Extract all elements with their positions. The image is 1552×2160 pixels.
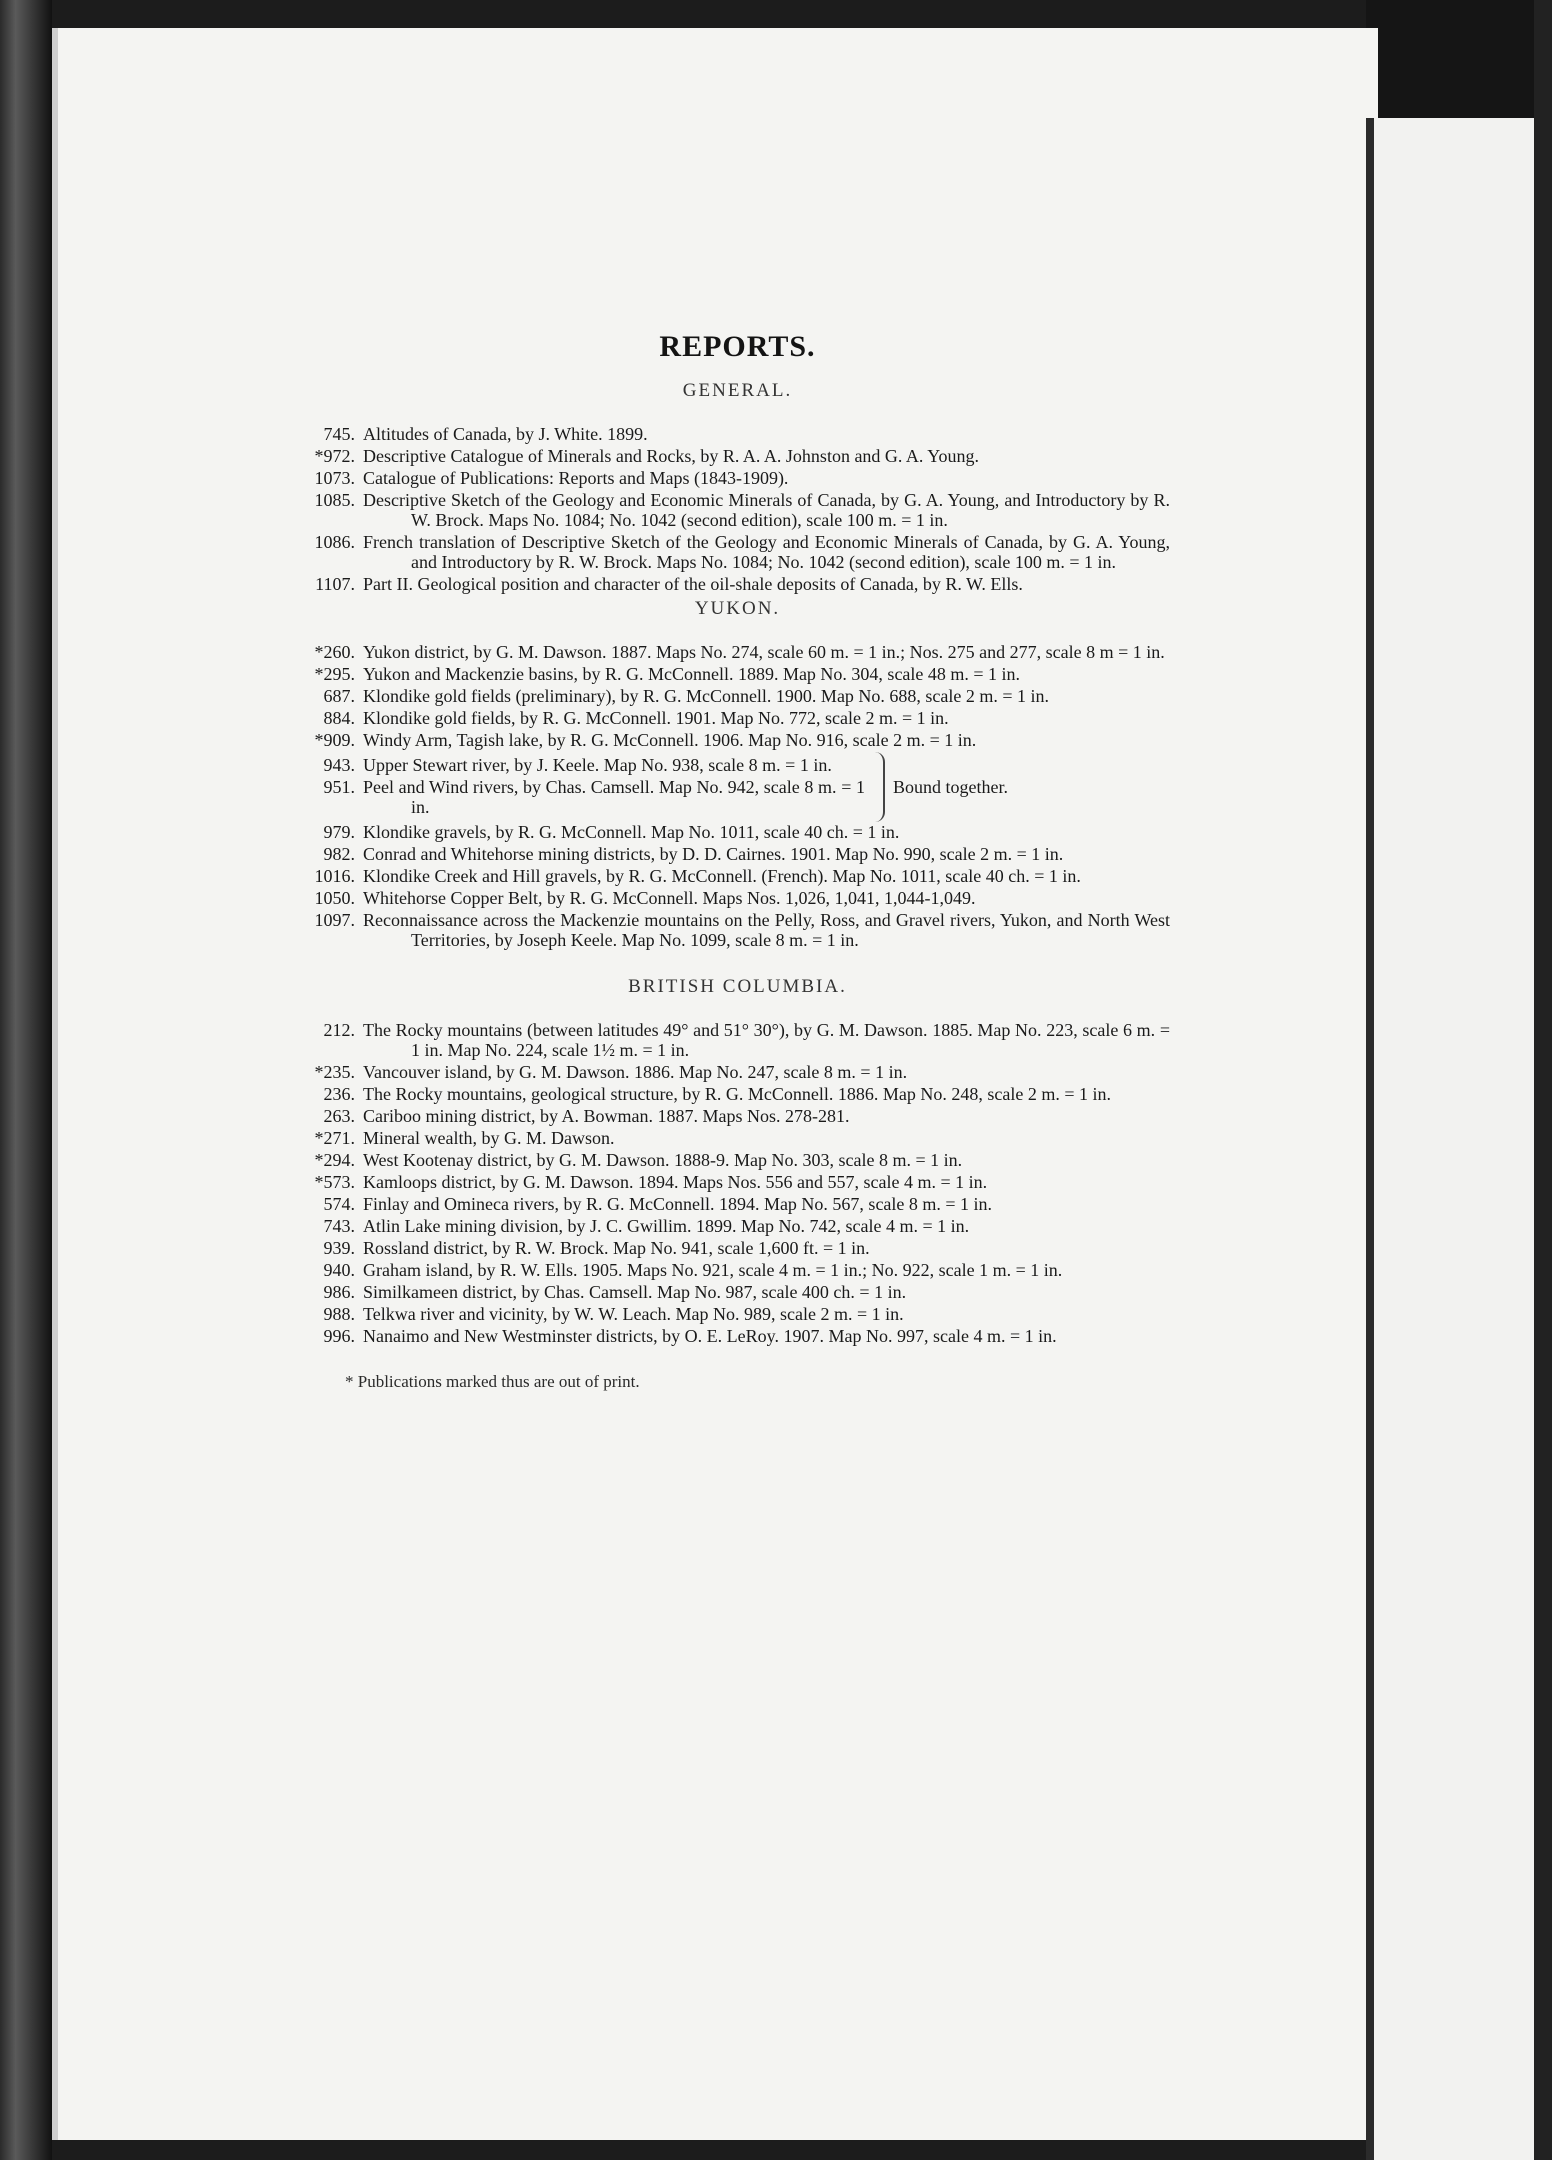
- report-description: Atlin Lake mining division, by J. C. Gwillim. 1899. Map No. 742, scale 4 m. = 1 in.: [363, 1216, 970, 1236]
- report-description: Kamloops district, by G. M. Dawson. 1894. Maps Nos. 556 and 557, scale 4 m. = 1 in.: [363, 1172, 988, 1192]
- report-description: Catalogue of Publications: Reports and Maps (1843-1909).: [363, 468, 789, 488]
- report-number: 996.: [323, 1326, 355, 1346]
- report-description: Descriptive Catalogue of Minerals and Rocks, by R. A. A. Johnston and G. A. Young.: [363, 446, 979, 466]
- report-description: West Kootenay district, by G. M. Dawson. 1888-9. Map No. 303, scale 8 m. = 1 in.: [363, 1150, 963, 1170]
- entry-list: [285, 1020, 1170, 1346]
- report-description: Telkwa river and vicinity, by W. W. Leach. Map No. 989, scale 2 m. = 1 in.: [363, 1304, 904, 1324]
- report-description: Yukon and Mackenzie basins, by R. G. McConnell. 1889. Map No. 304, scale 48 m. = 1 in.: [363, 664, 1021, 684]
- report-description: Klondike gold fields, by R. G. McConnell. 1901. Map No. 772, scale 2 m. = 1 in.: [363, 708, 949, 728]
- report-description: The Rocky mountains (between latitudes 49° and 51° 30°), by G. M. Dawson. 1885. Map No. 223, scale 6 m. = 1 in. Map No. 224, scale 1½ m. = 1 in.: [363, 1020, 1170, 1060]
- report-entry: [285, 1150, 1170, 1170]
- report-entry: [285, 664, 1170, 684]
- report-number: *294.: [314, 1150, 355, 1170]
- report-number: 1050.: [314, 888, 355, 908]
- report-number: 1016.: [314, 866, 355, 886]
- report-description: Whitehorse Copper Belt, by R. G. McConnell. Maps Nos. 1,026, 1,041, 1,044-1,049.: [363, 888, 976, 908]
- report-entry: [285, 1084, 1170, 1104]
- report-number: 687.: [323, 686, 355, 706]
- report-description: Mineral wealth, by G. M. Dawson.: [363, 1128, 615, 1148]
- report-description: Peel and Wind rivers, by Chas. Camsell. Map No. 942, scale 8 m. = 1 in.: [363, 777, 865, 817]
- report-number: 988.: [323, 1304, 355, 1324]
- section-general: [285, 380, 1170, 594]
- report-number: 743.: [323, 1216, 355, 1236]
- report-entry: [285, 755, 865, 775]
- report-entry: [285, 468, 1170, 488]
- report-description: Nanaimo and New Westminster districts, by O. E. LeRoy. 1907. Map No. 997, scale 4 m. = 1 in.: [363, 1326, 1057, 1346]
- report-entry: [285, 1326, 1170, 1346]
- report-description: Rossland district, by R. W. Brock. Map No. 941, scale 1,600 ft. = 1 in.: [363, 1238, 870, 1258]
- report-number: 982.: [323, 844, 355, 864]
- report-entry: [285, 574, 1170, 594]
- report-entry: [285, 730, 1170, 750]
- report-number: 1097.: [314, 910, 355, 930]
- page-gutter: [1366, 118, 1374, 2160]
- report-description: Graham island, by R. W. Ells. 1905. Maps No. 921, scale 4 m. = 1 in.; No. 922, scale 1 m. = 1 in.: [363, 1260, 1063, 1280]
- report-entry: [285, 777, 865, 817]
- section-yukon: [285, 598, 1170, 950]
- report-number: *295.: [314, 664, 355, 684]
- bound-together-label: Bound together.: [893, 776, 1008, 797]
- scan-edge: [1534, 0, 1552, 2160]
- report-entry: [285, 1238, 1170, 1258]
- report-description: Klondike gold fields (preliminary), by R. G. McConnell. 1900. Map No. 688, scale 2 m. = 1 in.: [363, 686, 1050, 706]
- report-description: Conrad and Whitehorse mining districts, by D. D. Cairnes. 1901. Map No. 990, scale 2 m. = 1 in.: [363, 844, 1064, 864]
- report-entry: [285, 1216, 1170, 1236]
- report-description: Yukon district, by G. M. Dawson. 1887. Maps No. 274, scale 60 m. = 1 in.; Nos. 275 and 277, scale 8 m = 1 in.: [363, 642, 1165, 662]
- report-number: *235.: [314, 1062, 355, 1082]
- reports-list: [285, 330, 1170, 1392]
- section-heading: YUKON.: [694, 598, 781, 619]
- report-description: Similkameen district, by Chas. Camsell. Map No. 987, scale 400 ch. = 1 in.: [363, 1282, 907, 1302]
- section-heading: GENERAL.: [682, 380, 793, 401]
- report-entry: [285, 1260, 1170, 1280]
- report-number: 212.: [323, 1020, 355, 1040]
- report-entry: [285, 642, 1170, 662]
- report-description: Windy Arm, Tagish lake, by R. G. McConnell. 1906. Map No. 916, scale 2 m. = 1 in.: [363, 730, 977, 750]
- report-number: *909.: [314, 730, 355, 750]
- report-entry: [285, 1194, 1170, 1214]
- report-entry: [285, 822, 1170, 842]
- bound-together-group: [285, 752, 1170, 822]
- report-description: Upper Stewart river, by J. Keele. Map No. 938, scale 8 m. = 1 in.: [363, 755, 832, 775]
- facing-page-edge: [1374, 118, 1534, 2160]
- report-description: Descriptive Sketch of the Geology and Economic Minerals of Canada, by G. A. Young, and Introductory by R. W. Brock. Maps No. 1084; No. 1042 (second edition), scale 100 m. = 1 in.: [363, 490, 1170, 530]
- entry-list: [285, 642, 1170, 750]
- report-entry: [285, 1282, 1170, 1302]
- report-number: 939.: [323, 1238, 355, 1258]
- section-british-columbia: [285, 976, 1170, 1346]
- report-entry: [285, 844, 1170, 864]
- report-number: 1073.: [314, 468, 355, 488]
- report-description: Cariboo mining district, by A. Bowman. 1887. Maps Nos. 278-281.: [363, 1106, 850, 1126]
- report-entry: [285, 1128, 1170, 1148]
- report-entry: [285, 1304, 1170, 1324]
- report-description: The Rocky mountains, geological structure, by R. G. McConnell. 1886. Map No. 248, scale 2 m. = 1 in.: [363, 1084, 1112, 1104]
- report-description: Part II. Geological position and character of the oil-shale deposits of Canada, by R. W. Ells.: [363, 574, 1023, 594]
- entry-list: [285, 822, 1170, 950]
- report-number: 1086.: [314, 532, 355, 552]
- report-number: 574.: [323, 1194, 355, 1214]
- report-entry: [285, 866, 1170, 886]
- report-number: *972.: [314, 446, 355, 466]
- report-entry: [285, 910, 1170, 950]
- report-number: 979.: [323, 822, 355, 842]
- report-description: Vancouver island, by G. M. Dawson. 1886. Map No. 247, scale 8 m. = 1 in.: [363, 1062, 908, 1082]
- report-number: 943.: [323, 755, 355, 775]
- report-number: *271.: [314, 1128, 355, 1148]
- report-number: 236.: [323, 1084, 355, 1104]
- entry-list: [285, 424, 1170, 594]
- report-number: 745.: [323, 424, 355, 444]
- report-number: 951.: [323, 777, 355, 797]
- report-number: *260.: [314, 642, 355, 662]
- report-entry: [285, 446, 1170, 466]
- report-description: Klondike gravels, by R. G. McConnell. Map No. 1011, scale 40 ch. = 1 in.: [363, 822, 900, 842]
- report-entry: [285, 708, 1170, 728]
- report-number: 884.: [323, 708, 355, 728]
- report-entry: [285, 1020, 1170, 1060]
- book-binding: [0, 0, 52, 2160]
- report-description: Reconnaissance across the Mackenzie mountains on the Pelly, Ross, and Gravel rivers, Yukon, and North West Territories, by Joseph Keele. Map No. 1099, scale 8 m. = 1 in.: [363, 910, 1170, 950]
- report-entry: [285, 532, 1170, 572]
- footnote: * Publications marked thus are out of print.: [345, 1372, 640, 1391]
- report-number: 1085.: [314, 490, 355, 510]
- section-heading: BRITISH COLUMBIA.: [628, 976, 847, 997]
- report-entry: [285, 1172, 1170, 1192]
- report-entry: [285, 686, 1170, 706]
- report-description: French translation of Descriptive Sketch of the Geology and Economic Minerals of Canada, by G. A. Young, and Introductory by R. W. Brock. Maps No. 1084; No. 1042 (second edition), scale 100 m. = 1 in.: [363, 532, 1170, 572]
- report-description: Finlay and Omineca rivers, by R. G. McConnell. 1894. Map No. 567, scale 8 m. = 1 in.: [363, 1194, 993, 1214]
- report-description: Altitudes of Canada, by J. White. 1899.: [363, 424, 648, 444]
- report-description: Klondike Creek and Hill gravels, by R. G. McConnell. (French). Map No. 1011, scale 40 ch. = 1 in.: [363, 866, 1081, 886]
- entry-list: [285, 755, 865, 819]
- report-entry: [285, 1062, 1170, 1082]
- report-entry: [285, 490, 1170, 530]
- report-number: 1107.: [315, 574, 355, 594]
- report-entry: [285, 888, 1170, 908]
- page-title: REPORTS.: [659, 330, 816, 363]
- scan-background: [1366, 0, 1552, 118]
- report-entry: [285, 1106, 1170, 1126]
- report-number: 263.: [323, 1106, 355, 1126]
- report-entry: [285, 424, 1170, 444]
- report-number: 986.: [323, 1282, 355, 1302]
- brace-mark: [869, 752, 885, 822]
- report-number: *573.: [314, 1172, 355, 1192]
- report-number: 940.: [323, 1260, 355, 1280]
